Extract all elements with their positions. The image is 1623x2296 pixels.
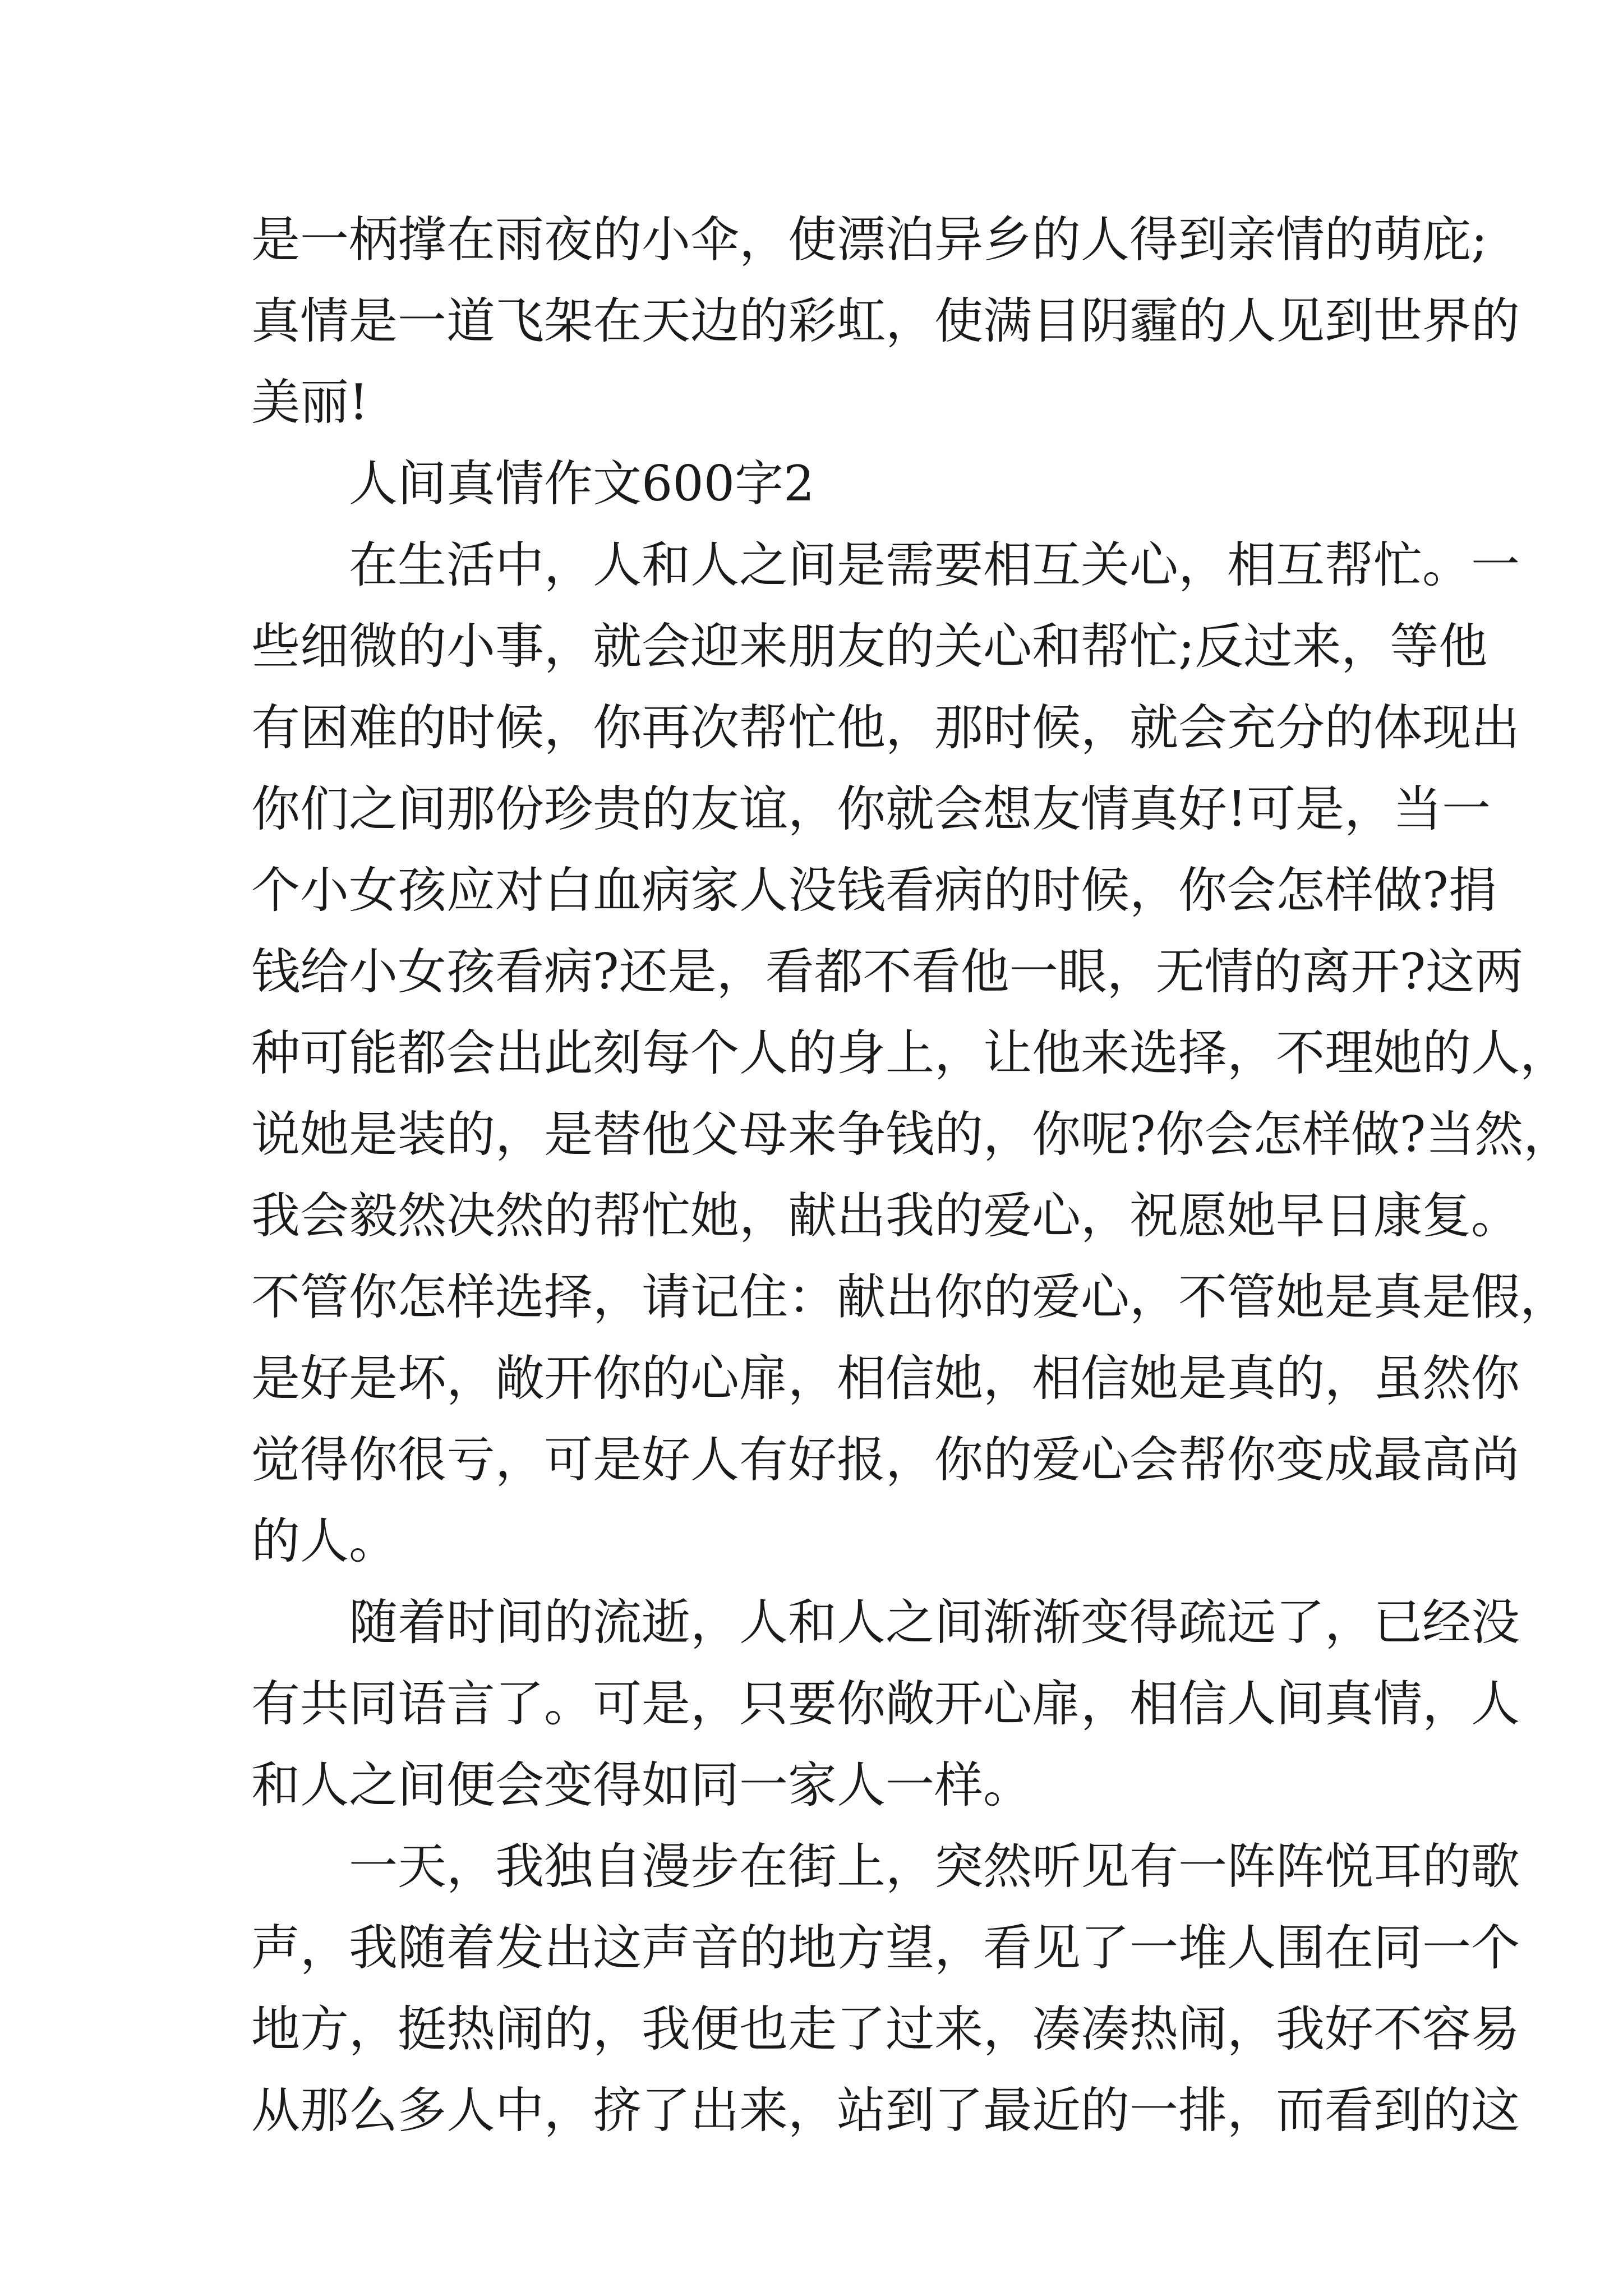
text-line: 的人。 (251, 1512, 398, 1570)
text-line: 钱给小女孩看病?还是，看都不看他一眼，无情的离开?这两 (251, 943, 1524, 1000)
text-line: 个小女孩应对白血病家人没钱看病的时候，你会怎样做?捐 (251, 862, 1497, 919)
text-line: 有共同语言了。可是，只要你敞开心扉，相信人间真情，人 (251, 1675, 1520, 1732)
section-title: 人间真情作文600字2 (349, 455, 815, 512)
document-body (251, 199, 1573, 2151)
text-line: 说她是装的，是替他父母来争钱的，你呢?你会怎样做?当然， (251, 1106, 1573, 1163)
text-line: 些细微的小事，就会迎来朋友的关心和帮忙;反过来，等他 (251, 618, 1488, 675)
text-line: 真情是一道飞架在天边的彩虹，使满目阴霾的人见到世界的 (251, 292, 1520, 349)
text-line: 我会毅然决然的帮忙她，献出我的爱心，祝愿她早日康复。 (251, 1187, 1520, 1244)
text-line: 和人之间便会变得如同一家人一样。 (251, 1756, 1032, 1814)
text-line: 不管你怎样选择，请记住：献出你的爱心，不管她是真是假， (251, 1268, 1569, 1326)
text-line: 是好是坏，敞开你的心扉，相信她，相信她是真的，虽然你 (251, 1350, 1520, 1407)
text-line: 随着时间的流逝，人和人之间渐渐变得疏远了，已经没 (349, 1594, 1520, 1651)
text-line: 声，我随着发出这声音的地方望，看见了一堆人围在同一个 (251, 1919, 1520, 1976)
text-line: 觉得你很亏，可是好人有好报，你的爱心会帮你变成最高尚 (251, 1431, 1520, 1488)
text-line: 地方，挺热闹的，我便也走了过来，凑凑热闹，我好不容易 (251, 2000, 1520, 2058)
text-line: 一天，我独自漫步在街上，突然听见有一阵阵悦耳的歌 (349, 1838, 1520, 1895)
text-line: 从那么多人中，挤了出来，站到了最近的一排，而看到的这 (251, 2082, 1520, 2139)
text-line: 种可能都会出此刻每个人的身上，让他来选择，不理她的人， (251, 1024, 1569, 1082)
text-line: 是一柄撑在雨夜的小伞，使漂泊异乡的人得到亲情的萌庇; (251, 211, 1488, 268)
text-line: 你们之间那份珍贵的友谊，你就会想友情真好!可是，当一 (251, 780, 1491, 838)
text-line: 美丽! (251, 374, 368, 431)
text-line: 有困难的时候，你再次帮忙他，那时候，就会充分的体现出 (251, 699, 1520, 756)
text-line: 在生活中，人和人之间是需要相互关心，相互帮忙。一 (349, 536, 1520, 593)
